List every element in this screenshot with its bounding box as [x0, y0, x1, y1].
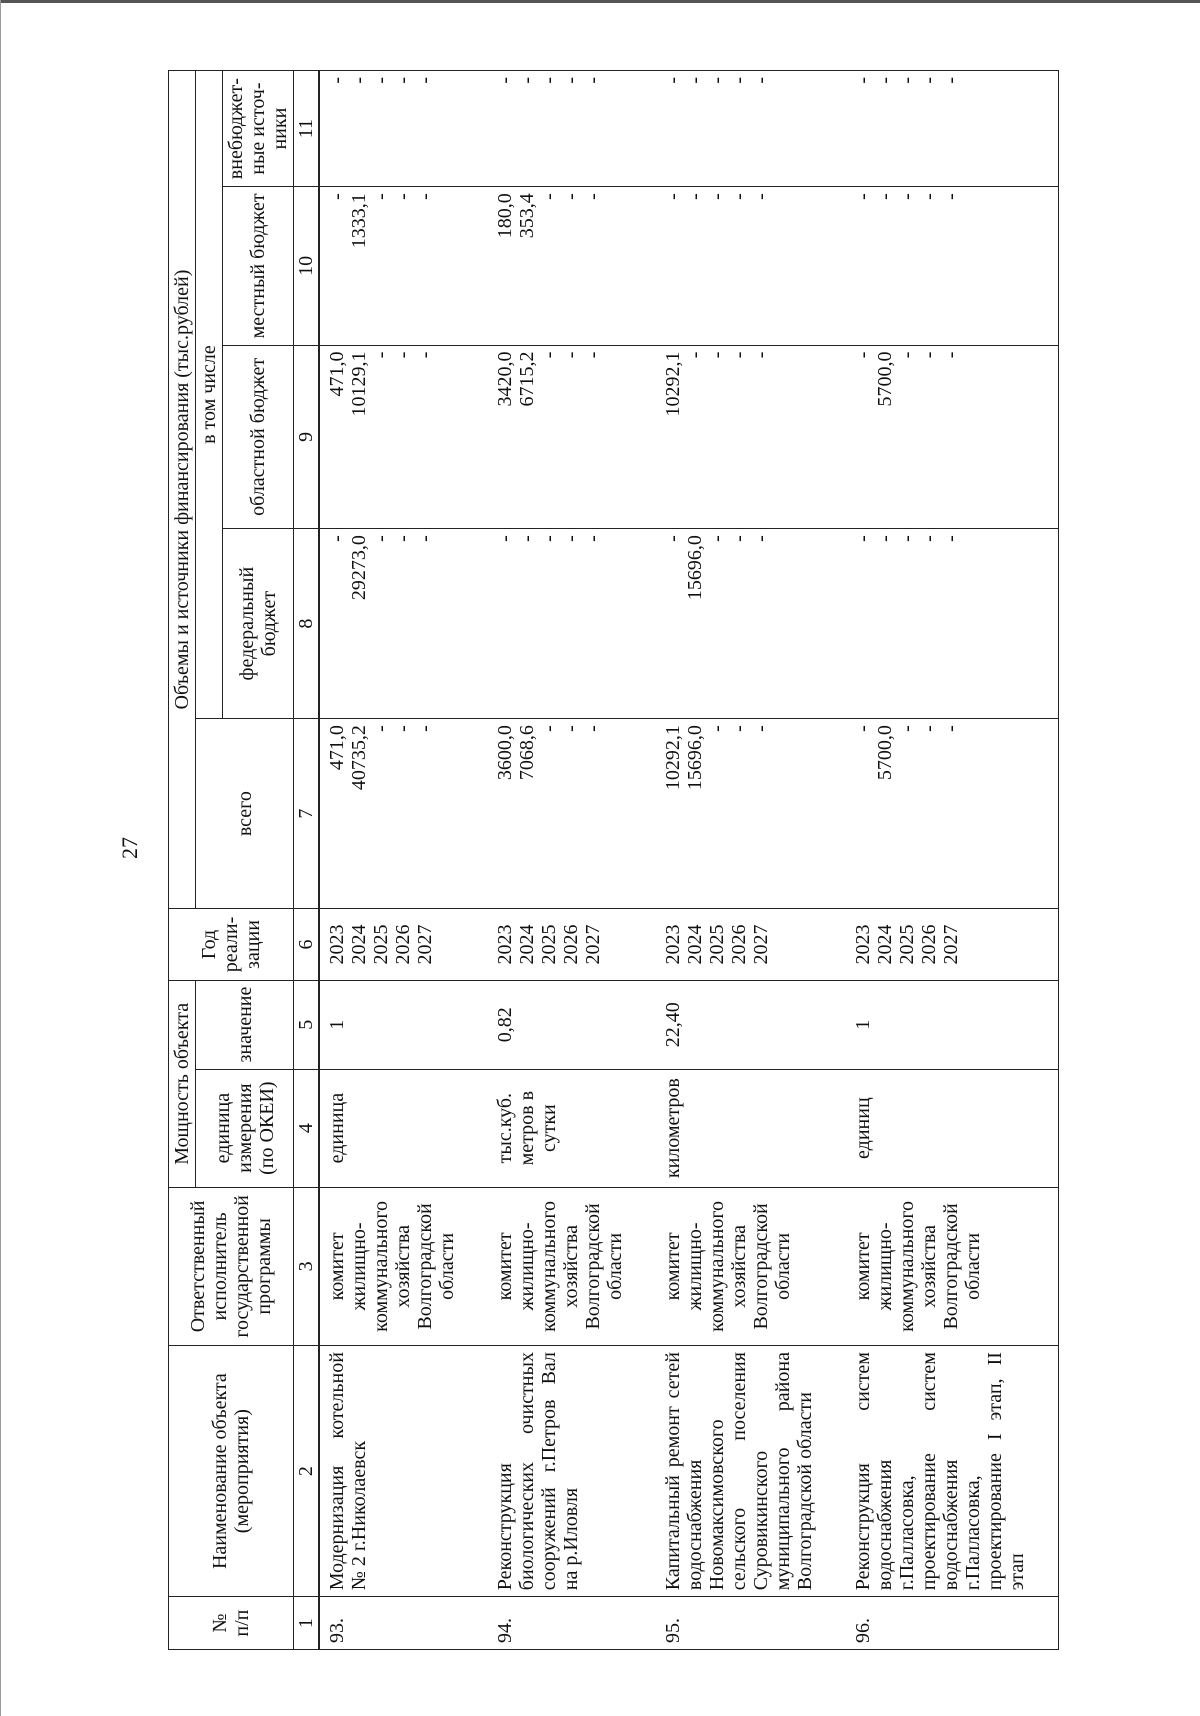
executor: комитет жилищно-коммунального хозяйства Волгоградской области	[319, 1187, 488, 1345]
total-cell	[656, 719, 846, 909]
page-number: 27	[117, 837, 142, 859]
federal-value: 29273,0	[348, 535, 370, 601]
regional-value: -	[728, 351, 750, 359]
federal-value: -	[392, 535, 414, 542]
local-value: -	[918, 193, 940, 200]
regional-value: -	[414, 351, 436, 359]
col-number: 2	[294, 1346, 320, 1597]
header-capacity: Мощность объекта	[169, 980, 196, 1187]
header-unit: единица измерения (по ОКЕИ)	[196, 1069, 294, 1187]
total-value: -	[852, 725, 874, 732]
object-name: Реконструкция систем водоснабжения г.Палласовка, проектирование систем водоснабжения г.Палласовка, проектирование I этап, II этап	[846, 1346, 1059, 1597]
years-cell	[319, 909, 488, 981]
year: 2025	[538, 924, 560, 965]
federal-value: -	[662, 535, 684, 542]
year: 2023	[852, 924, 874, 965]
local-value: -	[582, 193, 604, 200]
federal-value: -	[516, 535, 538, 542]
regional-value: -	[706, 351, 728, 359]
header-value: значение	[196, 980, 294, 1069]
unit: километров	[656, 1069, 846, 1187]
regional-value: -	[560, 351, 582, 359]
offbudget-value: -	[392, 77, 414, 84]
year: 2025	[896, 924, 918, 965]
unit: единиц	[846, 1069, 1059, 1187]
year: 2026	[392, 924, 414, 965]
federal-value: -	[538, 535, 560, 542]
offbudget-value: -	[348, 77, 370, 84]
local-value: -	[750, 193, 772, 200]
regional-cell	[846, 345, 1059, 529]
year: 2027	[940, 924, 962, 965]
col-number: 11	[294, 71, 320, 187]
total-value: 10292,1	[662, 725, 684, 791]
year: 2023	[494, 924, 516, 965]
federal-value: -	[874, 535, 896, 542]
col-number: 8	[294, 529, 320, 719]
offbudget-value: -	[874, 77, 896, 84]
offbudget-cell	[319, 71, 488, 187]
federal-value: -	[940, 535, 962, 542]
col-number: 9	[294, 345, 320, 529]
capacity-value: 1	[846, 980, 1059, 1069]
year: 2026	[728, 924, 750, 965]
federal-value: -	[750, 535, 772, 542]
offbudget-value: -	[896, 77, 918, 84]
regional-value: 10129,1	[348, 351, 370, 417]
capacity-value: 1	[319, 980, 488, 1069]
local-value: 353,4	[516, 193, 538, 239]
local-value: -	[874, 193, 896, 200]
year: 2027	[750, 924, 772, 965]
federal-value: -	[918, 535, 940, 542]
federal-value: -	[414, 535, 436, 542]
total-value: -	[370, 725, 392, 732]
col-number: 10	[294, 187, 320, 345]
local-cell	[656, 187, 846, 345]
object-name: Реконструкция биологических очистных сооружений г.Петров Вал на р.Иловля	[488, 1346, 656, 1597]
year: 2024	[516, 924, 538, 965]
header-federal: федеральный бюджет	[223, 529, 294, 719]
total-value: -	[728, 725, 750, 732]
total-value: 5700,0	[874, 725, 896, 781]
capacity-value: 22,40	[656, 980, 846, 1069]
years-cell	[846, 909, 1059, 981]
row-number: 96.	[846, 1597, 1059, 1650]
federal-value: 15696,0	[684, 535, 706, 601]
regional-value: 471,0	[326, 351, 348, 397]
offbudget-value: -	[538, 77, 560, 84]
col-number: 6	[294, 909, 320, 981]
years-cell	[488, 909, 656, 981]
regional-value: -	[750, 351, 772, 359]
offbudget-cell	[656, 71, 846, 187]
row-number: 95.	[656, 1597, 846, 1650]
year: 2023	[662, 924, 684, 965]
regional-value: 10292,1	[662, 351, 684, 417]
offbudget-cell	[488, 71, 656, 187]
year: 2024	[874, 924, 896, 965]
table-body	[319, 71, 1059, 1650]
col-number: 3	[294, 1187, 320, 1345]
offbudget-value: -	[414, 77, 436, 84]
col-number: 1	[294, 1597, 320, 1650]
local-value: -	[392, 193, 414, 200]
col-number: 7	[294, 719, 320, 909]
federal-value: -	[582, 535, 604, 542]
table-row	[319, 71, 488, 1650]
offbudget-value: -	[706, 77, 728, 84]
rotated-page-content	[168, 70, 1048, 1650]
table-header	[169, 71, 320, 1650]
offbudget-value: -	[516, 77, 538, 84]
capacity-value: 0,82	[488, 980, 656, 1069]
offbudget-value: -	[662, 77, 684, 84]
year: 2025	[706, 924, 728, 965]
federal-value: -	[896, 535, 918, 542]
local-value: -	[706, 193, 728, 200]
local-value: -	[852, 193, 874, 200]
federal-cell	[319, 529, 488, 719]
scan-edge-top	[0, 0, 1200, 3]
federal-value: -	[852, 535, 874, 542]
regional-value: -	[684, 351, 706, 359]
federal-value: -	[370, 535, 392, 542]
total-value: 471,0	[326, 725, 348, 771]
regional-value: -	[392, 351, 414, 359]
table-row	[656, 71, 846, 1650]
total-cell	[846, 719, 1059, 909]
local-value: -	[896, 193, 918, 200]
offbudget-value: -	[852, 77, 874, 84]
total-value: 3600,0	[494, 725, 516, 781]
header-funding: Объемы и источники финансирования (тыс.рублей)	[169, 71, 196, 909]
row-number: 94.	[488, 1597, 656, 1650]
total-value: -	[940, 725, 962, 732]
regional-cell	[656, 345, 846, 529]
local-cell	[846, 187, 1059, 345]
offbudget-value: -	[940, 77, 962, 84]
total-value: -	[750, 725, 772, 732]
federal-cell	[488, 529, 656, 719]
total-value: -	[392, 725, 414, 732]
total-value: -	[560, 725, 582, 732]
row-number: 93.	[319, 1597, 488, 1650]
year: 2026	[560, 924, 582, 965]
regional-value: -	[918, 351, 940, 359]
offbudget-value: -	[326, 77, 348, 84]
object-name: Модернизация котельной № 2 г.Николаевск	[319, 1346, 488, 1597]
regional-value: -	[852, 351, 874, 359]
regional-value: -	[538, 351, 560, 359]
total-value: 15696,0	[684, 725, 706, 791]
executor: комитет жилищно-коммунального хозяйства Волгоградской области	[846, 1187, 1059, 1345]
regional-value: -	[940, 351, 962, 359]
local-cell	[488, 187, 656, 345]
years-cell	[656, 909, 846, 981]
offbudget-value: -	[684, 77, 706, 84]
federal-value: -	[326, 535, 348, 542]
total-value: -	[582, 725, 604, 732]
total-value: -	[706, 725, 728, 732]
table-row	[846, 71, 1059, 1650]
financing-table	[168, 70, 1059, 1650]
col-number: 4	[294, 1069, 320, 1187]
local-cell	[319, 187, 488, 345]
offbudget-cell	[846, 71, 1059, 187]
object-name: Капитальный ремонт сетей водоснабжения Новомаксимовского сельского поселения Суровикинского муниципального района Волгоградской области	[656, 1346, 846, 1597]
total-value: -	[896, 725, 918, 732]
year: 2024	[348, 924, 370, 965]
regional-value: 6715,2	[516, 351, 538, 407]
offbudget-value: -	[582, 77, 604, 84]
regional-cell	[319, 345, 488, 529]
local-value: -	[326, 193, 348, 200]
local-value: -	[940, 193, 962, 200]
federal-cell	[846, 529, 1059, 719]
total-cell	[319, 719, 488, 909]
executor: комитет жилищно-коммунального хозяйства Волгоградской области	[488, 1187, 656, 1345]
local-value: -	[728, 193, 750, 200]
year: 2025	[370, 924, 392, 965]
header-local: местный бюджет	[223, 187, 294, 345]
header-num: № п/п	[169, 1597, 294, 1650]
local-value: -	[414, 193, 436, 200]
federal-value: -	[728, 535, 750, 542]
federal-value: -	[706, 535, 728, 542]
offbudget-value: -	[370, 77, 392, 84]
total-value: -	[918, 725, 940, 732]
header-executor: Ответственный исполнитель государственной программы	[169, 1187, 294, 1345]
col-number: 5	[294, 980, 320, 1069]
table-row	[488, 71, 656, 1650]
offbudget-value: -	[918, 77, 940, 84]
regional-cell	[488, 345, 656, 529]
local-value: 1333,1	[348, 193, 370, 249]
unit: тыс.куб. метров в сутки	[488, 1069, 656, 1187]
header-regional: областной бюджет	[223, 345, 294, 529]
year: 2026	[918, 924, 940, 965]
scan-edge-left	[0, 0, 1, 1716]
local-value: -	[560, 193, 582, 200]
total-value: -	[538, 725, 560, 732]
federal-value: -	[494, 535, 516, 542]
local-value: -	[684, 193, 706, 200]
header-name: Наименование объекта (мероприятия)	[169, 1346, 294, 1597]
offbudget-value: -	[728, 77, 750, 84]
federal-value: -	[560, 535, 582, 542]
header-including: в том числе	[196, 71, 223, 719]
unit: единица	[319, 1069, 488, 1187]
total-value: 7068,6	[516, 725, 538, 781]
total-value: 40735,2	[348, 725, 370, 791]
offbudget-value: -	[750, 77, 772, 84]
local-value: -	[538, 193, 560, 200]
regional-value: 5700,0	[874, 351, 896, 407]
header-total: всего	[196, 719, 294, 909]
regional-value: -	[370, 351, 392, 359]
header-offbudget: внебюджет-ные источ-ники	[223, 71, 294, 187]
year: 2027	[414, 924, 436, 965]
header-year: Год реали-зации	[169, 909, 294, 981]
total-value: -	[414, 725, 436, 732]
federal-cell	[656, 529, 846, 719]
year: 2023	[326, 924, 348, 965]
regional-value: 3420,0	[494, 351, 516, 407]
regional-value: -	[582, 351, 604, 359]
local-value: -	[370, 193, 392, 200]
regional-value: -	[896, 351, 918, 359]
year: 2024	[684, 924, 706, 965]
offbudget-value: -	[494, 77, 516, 84]
year: 2027	[582, 924, 604, 965]
local-value: 180,0	[494, 193, 516, 239]
executor: комитет жилищно-коммунального хозяйства Волгоградской области	[656, 1187, 846, 1345]
local-value: -	[662, 193, 684, 200]
offbudget-value: -	[560, 77, 582, 84]
total-cell	[488, 719, 656, 909]
